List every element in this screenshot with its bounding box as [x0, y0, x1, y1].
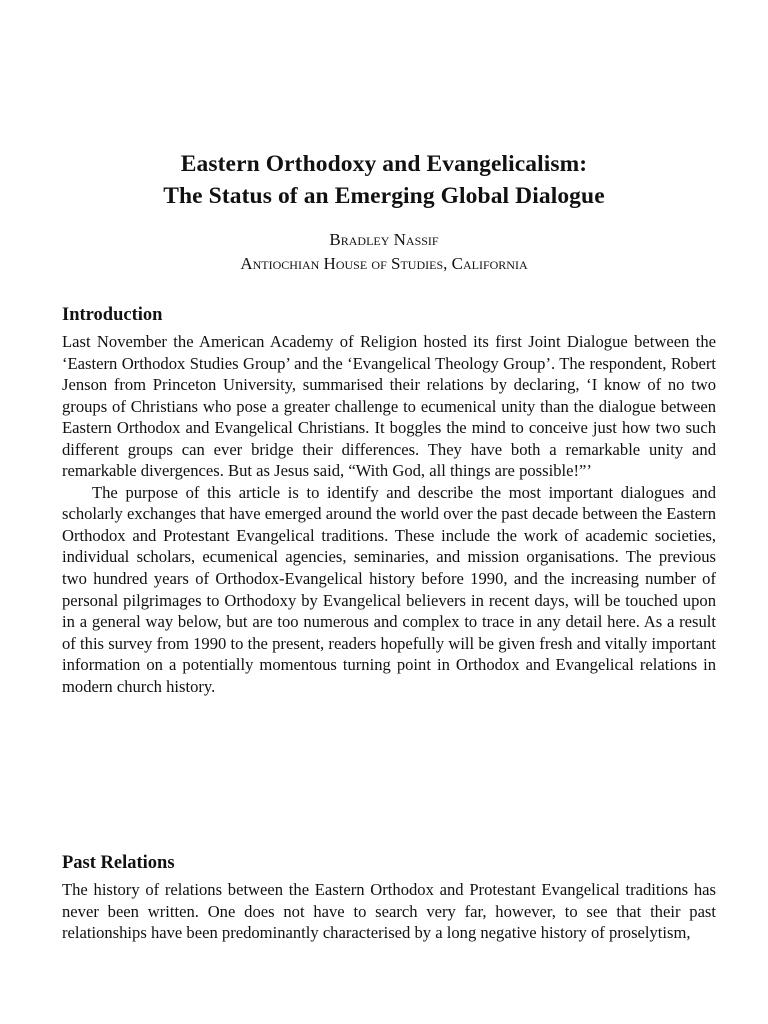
- title-line-1: Eastern Orthodoxy and Evangelicalism:: [180, 151, 588, 177]
- past-relations-paragraph-1: The history of relations between the Eastern Orthodox and Protestant Evangelical traditions has never been written. One does not have to search very far, however, to see that their past relationships have been predominantly characterised by a long negative history of proselytism,: [62, 880, 716, 943]
- introduction-paragraph-1: Last November the American Academy of Religion hosted its first Joint Dialogue between the ‘Eastern Orthodox Studies Group’ and the ‘Evangelical Theology Group’. The respondent, Robert Jenson from Princeton University, summarised their relations by declaring, ‘I know of no two groups of Christians who pose a greater challenge to ecumenical unity than the dialogue between Eastern Orthodox and Evangelical Christians. It boggles the mind to conceive just how two such different groups can ever bridge their differences. They have both a remarkable unity and remarkable divergences. But as Jesus said, “With God, all things are possible!”’: [62, 332, 716, 481]
- introduction-paragraph-2: The purpose of this article is to identify and describe the most important dialogues and scholarly exchanges that have emerged around the world over the past decade between the Eastern Orthodox and Protestant Evangelical traditions. These include the work of academic societies, individual scholars, ecumenical agencies, seminaries, and mission organisations. The previous two hundred years of Orthodox-Evangelical history before 1990, and the increasing number of personal pilgrimages to Orthodoxy by Evangelical believers in recent days, will be touched upon in a general way below, but are too numerous and complex to trace in any detail here. As a result of this survey from 1990 to the present, readers hopefully will be given fresh and vitally important information on a potentially momentous turning point in Orthodox and Evangelical relations in modern church history.: [62, 482, 716, 696]
- past-relations-heading: Past Relations: [62, 853, 175, 873]
- past-relations-body: [62, 879, 716, 944]
- introduction-heading: Introduction: [62, 305, 163, 325]
- title-line-2: The Status of an Emerging Global Dialogue: [163, 183, 605, 209]
- author-info: [0, 228, 768, 276]
- author-affiliation: Antiochian House of Studies, California: [240, 254, 528, 273]
- article-title: [0, 148, 768, 212]
- author-name: Bradley Nassif: [329, 230, 439, 249]
- introduction-body: [62, 331, 716, 697]
